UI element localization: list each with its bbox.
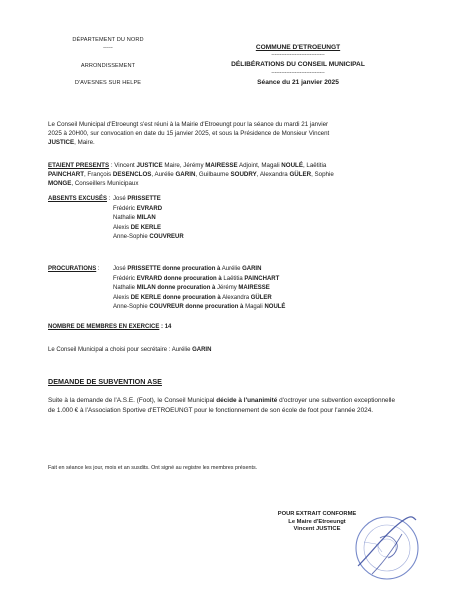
member-name: GARIN <box>175 170 196 178</box>
member-name: JUSTICE <box>136 162 163 169</box>
procuration-text: donne procuration à <box>162 294 221 301</box>
presents-text: , Laëtitia <box>302 162 327 169</box>
last-name: MAIRESSE <box>238 285 270 292</box>
signature-block <box>262 511 372 534</box>
first-name: Magali <box>245 304 263 311</box>
subvention-decision: décide à l'unanimité <box>216 397 278 404</box>
intro-paragraph <box>48 121 388 147</box>
procurations-list <box>113 265 285 313</box>
member-name: DESENCLOS <box>112 170 152 178</box>
member-name: NOULÉ <box>281 162 303 169</box>
mayor-name: JUSTICE <box>48 138 75 146</box>
first-name: Jérémy <box>217 285 237 292</box>
first-name: Frédéric <box>113 205 136 212</box>
closing-line: Fait en séance les jour, mois et an susdits. Ont signé au registre les membres présents. <box>48 465 258 471</box>
subvention-text-a: Suite à la demande de l'A.S.E. (Foot), le Conseil Municipal <box>48 397 217 404</box>
first-name: Alexis <box>113 294 130 301</box>
last-name: EVRARD <box>136 275 163 282</box>
presents-section <box>48 162 393 188</box>
first-name: Nathalie <box>113 285 136 292</box>
membres-line <box>48 323 171 333</box>
subvention-text-b: d'octroyer une subvention exceptionnelle de 1.000 € à l'Association Sportive d'ETROEUNGT pour le fonctionnement de son école de foot pour l'année 2024. <box>48 397 395 414</box>
last-name: GÜLER <box>250 294 272 301</box>
last-name: MILAN <box>136 285 156 292</box>
last-name: PRISSETTE <box>127 266 161 272</box>
procurations-label: PROCURATIONS <box>48 266 97 272</box>
member-name: SOUDRY <box>230 170 257 178</box>
absents-list <box>113 195 184 243</box>
presents-text: , Conseillers Municipaux <box>71 179 139 187</box>
secretaire-line <box>48 346 211 356</box>
last-name: EVRARD <box>136 205 163 212</box>
first-name: Nathalie <box>113 215 136 222</box>
absents-label: ABSENTS EXCUSÉS <box>48 196 108 202</box>
first-name: José <box>113 196 126 202</box>
signature-line-3: Vincent JUSTICE <box>293 526 341 533</box>
commune-title: COMMUNE D'ETROEUNGT <box>255 44 341 51</box>
last-name: COUVREUR <box>149 304 184 311</box>
last-name: GARIN <box>242 266 262 272</box>
presents-text: , Sophie <box>311 170 334 178</box>
arrondissement-label: ARRONDISSEMENT <box>80 63 136 69</box>
signature-line-2: Le Maire d'Etroeungt <box>288 518 346 525</box>
presents-text: , Guilbaume <box>195 170 231 178</box>
list-item <box>113 265 285 275</box>
intro-line-2: 2025 à 20H00, sur convocation en date du 15 janvier 2025, et sous la Présidence de Monsieur Vincent <box>48 129 330 137</box>
last-name: MILAN <box>136 215 156 222</box>
membres-label: NOMBRE DE MEMBRES EN EXERCICE <box>48 324 160 330</box>
member-name: MONGE <box>48 179 72 187</box>
procuration-text: donne procuration à <box>163 275 222 282</box>
list-item <box>113 195 184 205</box>
presents-text: , Aurélie <box>151 170 176 178</box>
last-name: COUVREUR <box>149 234 184 241</box>
secretaire-name: GARIN <box>192 347 212 353</box>
absents-label-wrap: ABSENTS EXCUSÉS : <box>48 196 111 202</box>
list-item <box>113 275 285 285</box>
deliberations-title: DÉLIBÉRATIONS DU CONSEIL MUNICIPAL <box>231 61 365 68</box>
procuration-text: donne procuration à <box>185 304 244 311</box>
list-item <box>113 205 184 215</box>
dashes: ----- <box>103 45 113 51</box>
first-name: Laëtitia <box>223 275 243 282</box>
list-item <box>113 284 285 294</box>
list-item <box>113 224 184 234</box>
secretaire-text: Le Conseil Municipal a choisi pour secrétaire : Aurélie <box>48 347 193 353</box>
last-name: DE KERLE <box>130 294 162 301</box>
list-item <box>113 294 285 304</box>
presents-text: , François <box>83 170 113 178</box>
member-name: GÜLER <box>289 170 312 178</box>
presents-text: : Vincent <box>109 162 137 169</box>
subvention-title: DEMANDE DE SUBVENTION ASE <box>48 377 162 386</box>
first-name: Alexandra <box>222 294 250 301</box>
procuration-text: donne procuration à <box>157 285 216 292</box>
avesnes-label: D'AVESNES SUR HELPE <box>74 80 142 86</box>
seance-date: Séance du 21 janvier 2025 <box>257 79 339 86</box>
presents-text: , Alexandra <box>256 170 290 178</box>
first-name: Anne-Sophie <box>113 304 148 311</box>
last-name: DE KERLE <box>130 224 162 231</box>
dashes-2: -------------------------------- <box>271 70 325 76</box>
department-label: DÉPARTEMENT DU NORD <box>72 37 144 43</box>
header-right <box>218 44 378 86</box>
dashes-1: -------------------------------- <box>271 52 325 58</box>
presents-text: Maire, Jérémy <box>162 162 206 169</box>
presents-label: ETAIENT PRESENTS <box>48 162 110 169</box>
header-left <box>48 37 168 86</box>
membres-value: : 14 <box>159 324 172 330</box>
first-name: Frédéric <box>113 275 136 282</box>
intro-line-3: , Maire. <box>74 138 95 146</box>
first-name: Alexis <box>113 224 130 231</box>
procuration-text: donne procuration à <box>162 266 221 272</box>
list-item <box>113 233 184 243</box>
first-name: Anne-Sophie <box>113 234 148 241</box>
procurations-label-wrap: PROCURATIONS : <box>48 266 100 272</box>
last-name: NOULÉ <box>264 304 286 311</box>
first-name: José <box>113 266 126 272</box>
member-name: PAINCHART <box>48 170 84 178</box>
subvention-paragraph <box>48 396 395 416</box>
last-name: PRISSETTE <box>127 196 161 202</box>
first-name: Aurélie <box>221 266 241 272</box>
presents-text: Adjoint, Magali <box>237 162 282 169</box>
list-item <box>113 303 285 313</box>
last-name: PAINCHART <box>244 275 280 282</box>
signature-line-1: POUR EXTRAIT CONFORME <box>277 511 357 517</box>
member-name: MAIRESSE <box>205 162 238 169</box>
intro-line-1: Le Conseil Municipal d'Etroeungt s'est réuni à la Mairie d'Etroeungt pour la séance du mardi 21 janvier <box>48 121 329 128</box>
list-item <box>113 214 184 224</box>
